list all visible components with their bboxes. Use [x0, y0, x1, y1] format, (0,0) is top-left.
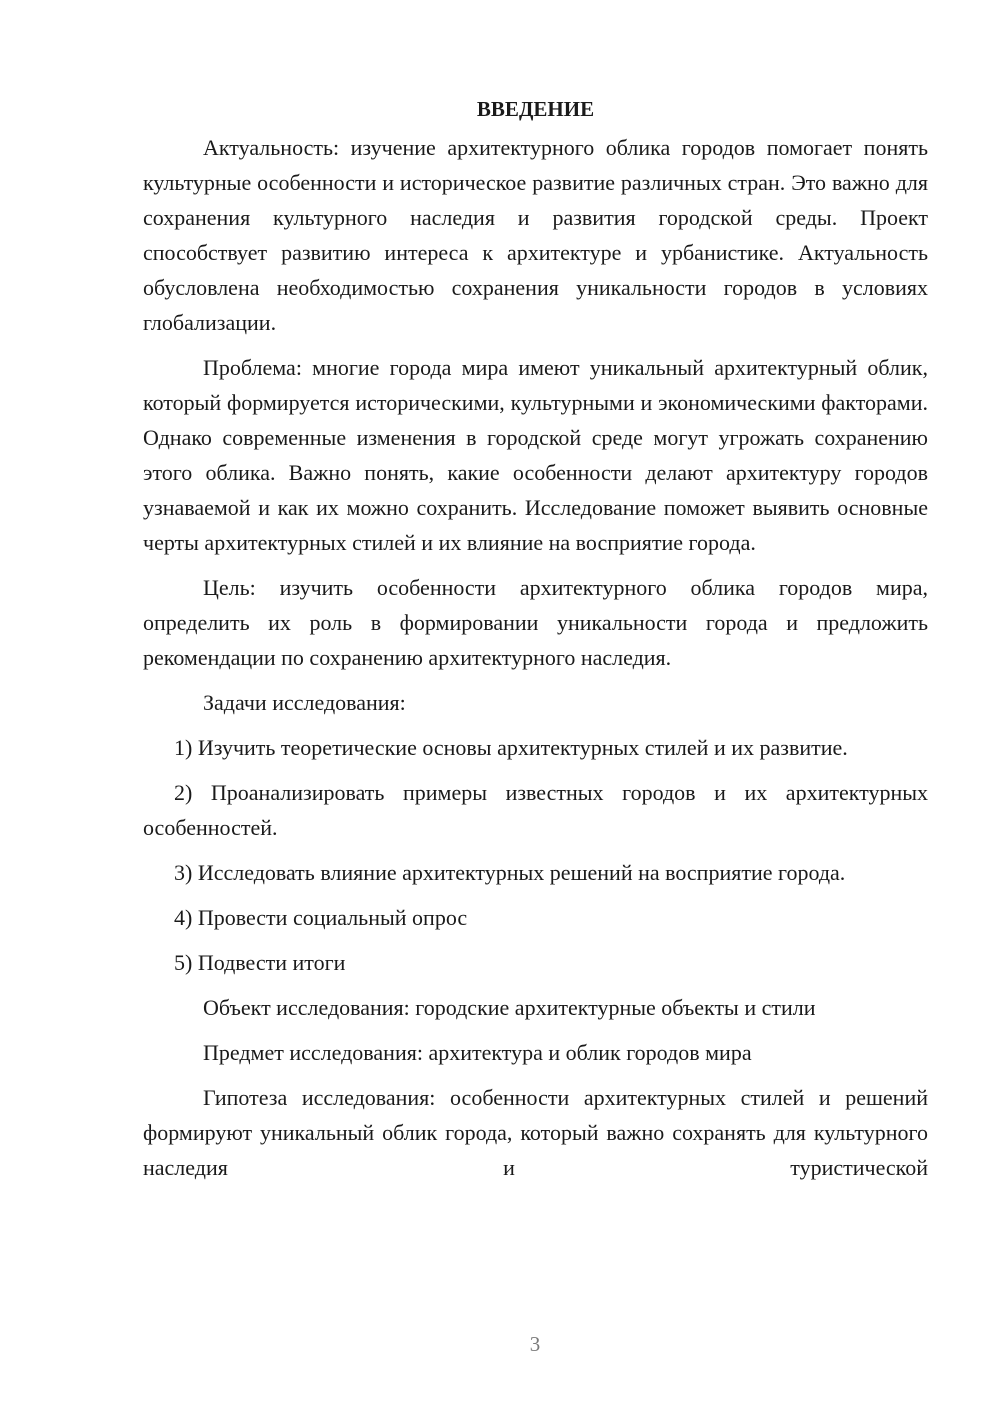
task-item: 2) Проанализировать примеры известных городов и их архитектурных особенностей.: [143, 780, 928, 840]
document-page: [143, 92, 928, 1185]
page-number: 3: [529, 1332, 541, 1356]
tasks-list: [143, 730, 928, 980]
object-paragraph: Объект исследования: городские архитектурные объекты и стили: [203, 995, 816, 1020]
task-item: 4) Провести социальный опрос: [174, 905, 468, 930]
task-item: 5) Подвести итоги: [174, 950, 346, 975]
relevance-paragraph: Актуальность: изучение архитектурного облика городов помогает понять культурные особенности и историческое развитие различных стран. Это важно для сохранения культурного наследия и развития городской среды. Проект способствует развитию интереса к архитектуре и урбанистике. Актуальность обусловлена необходимостью сохранения уникальности городов в условиях глобализации.: [143, 135, 928, 335]
goal-paragraph: Цель: изучить особенности архитектурного облика городов мира, определить их роль в формировании уникальности города и предложить рекомендации по сохранению архитектурного наследия.: [143, 575, 928, 670]
section-title: [143, 92, 928, 127]
subject-paragraph: Предмет исследования: архитектура и облик городов мира: [203, 1040, 752, 1065]
problem-paragraph: Проблема: многие города мира имеют уникальный архитектурный облик, который формируется историческими, культурными и экономическими факторами. Однако современные изменения в городской среде могут угрожать сохранению этого облика. Важно понять, какие особенности делают архитектуру городов узнаваемой и как их можно сохранить. Исследование поможет выявить основные черты архитектурных стилей и их влияние на восприятие города.: [143, 355, 928, 555]
tasks-heading: Задачи исследования:: [203, 690, 406, 715]
section-title-text: ВВЕДЕНИЕ: [476, 97, 595, 121]
task-item: 3) Исследовать влияние архитектурных решений на восприятие города.: [174, 860, 846, 885]
hypothesis-paragraph: Гипотеза исследования: особенности архитектурных стилей и решений формируют уникальный облик города, который важно сохранять для культурного наследия и туристической: [143, 1085, 928, 1180]
task-item: 1) Изучить теоретические основы архитектурных стилей и их развитие.: [174, 735, 848, 760]
